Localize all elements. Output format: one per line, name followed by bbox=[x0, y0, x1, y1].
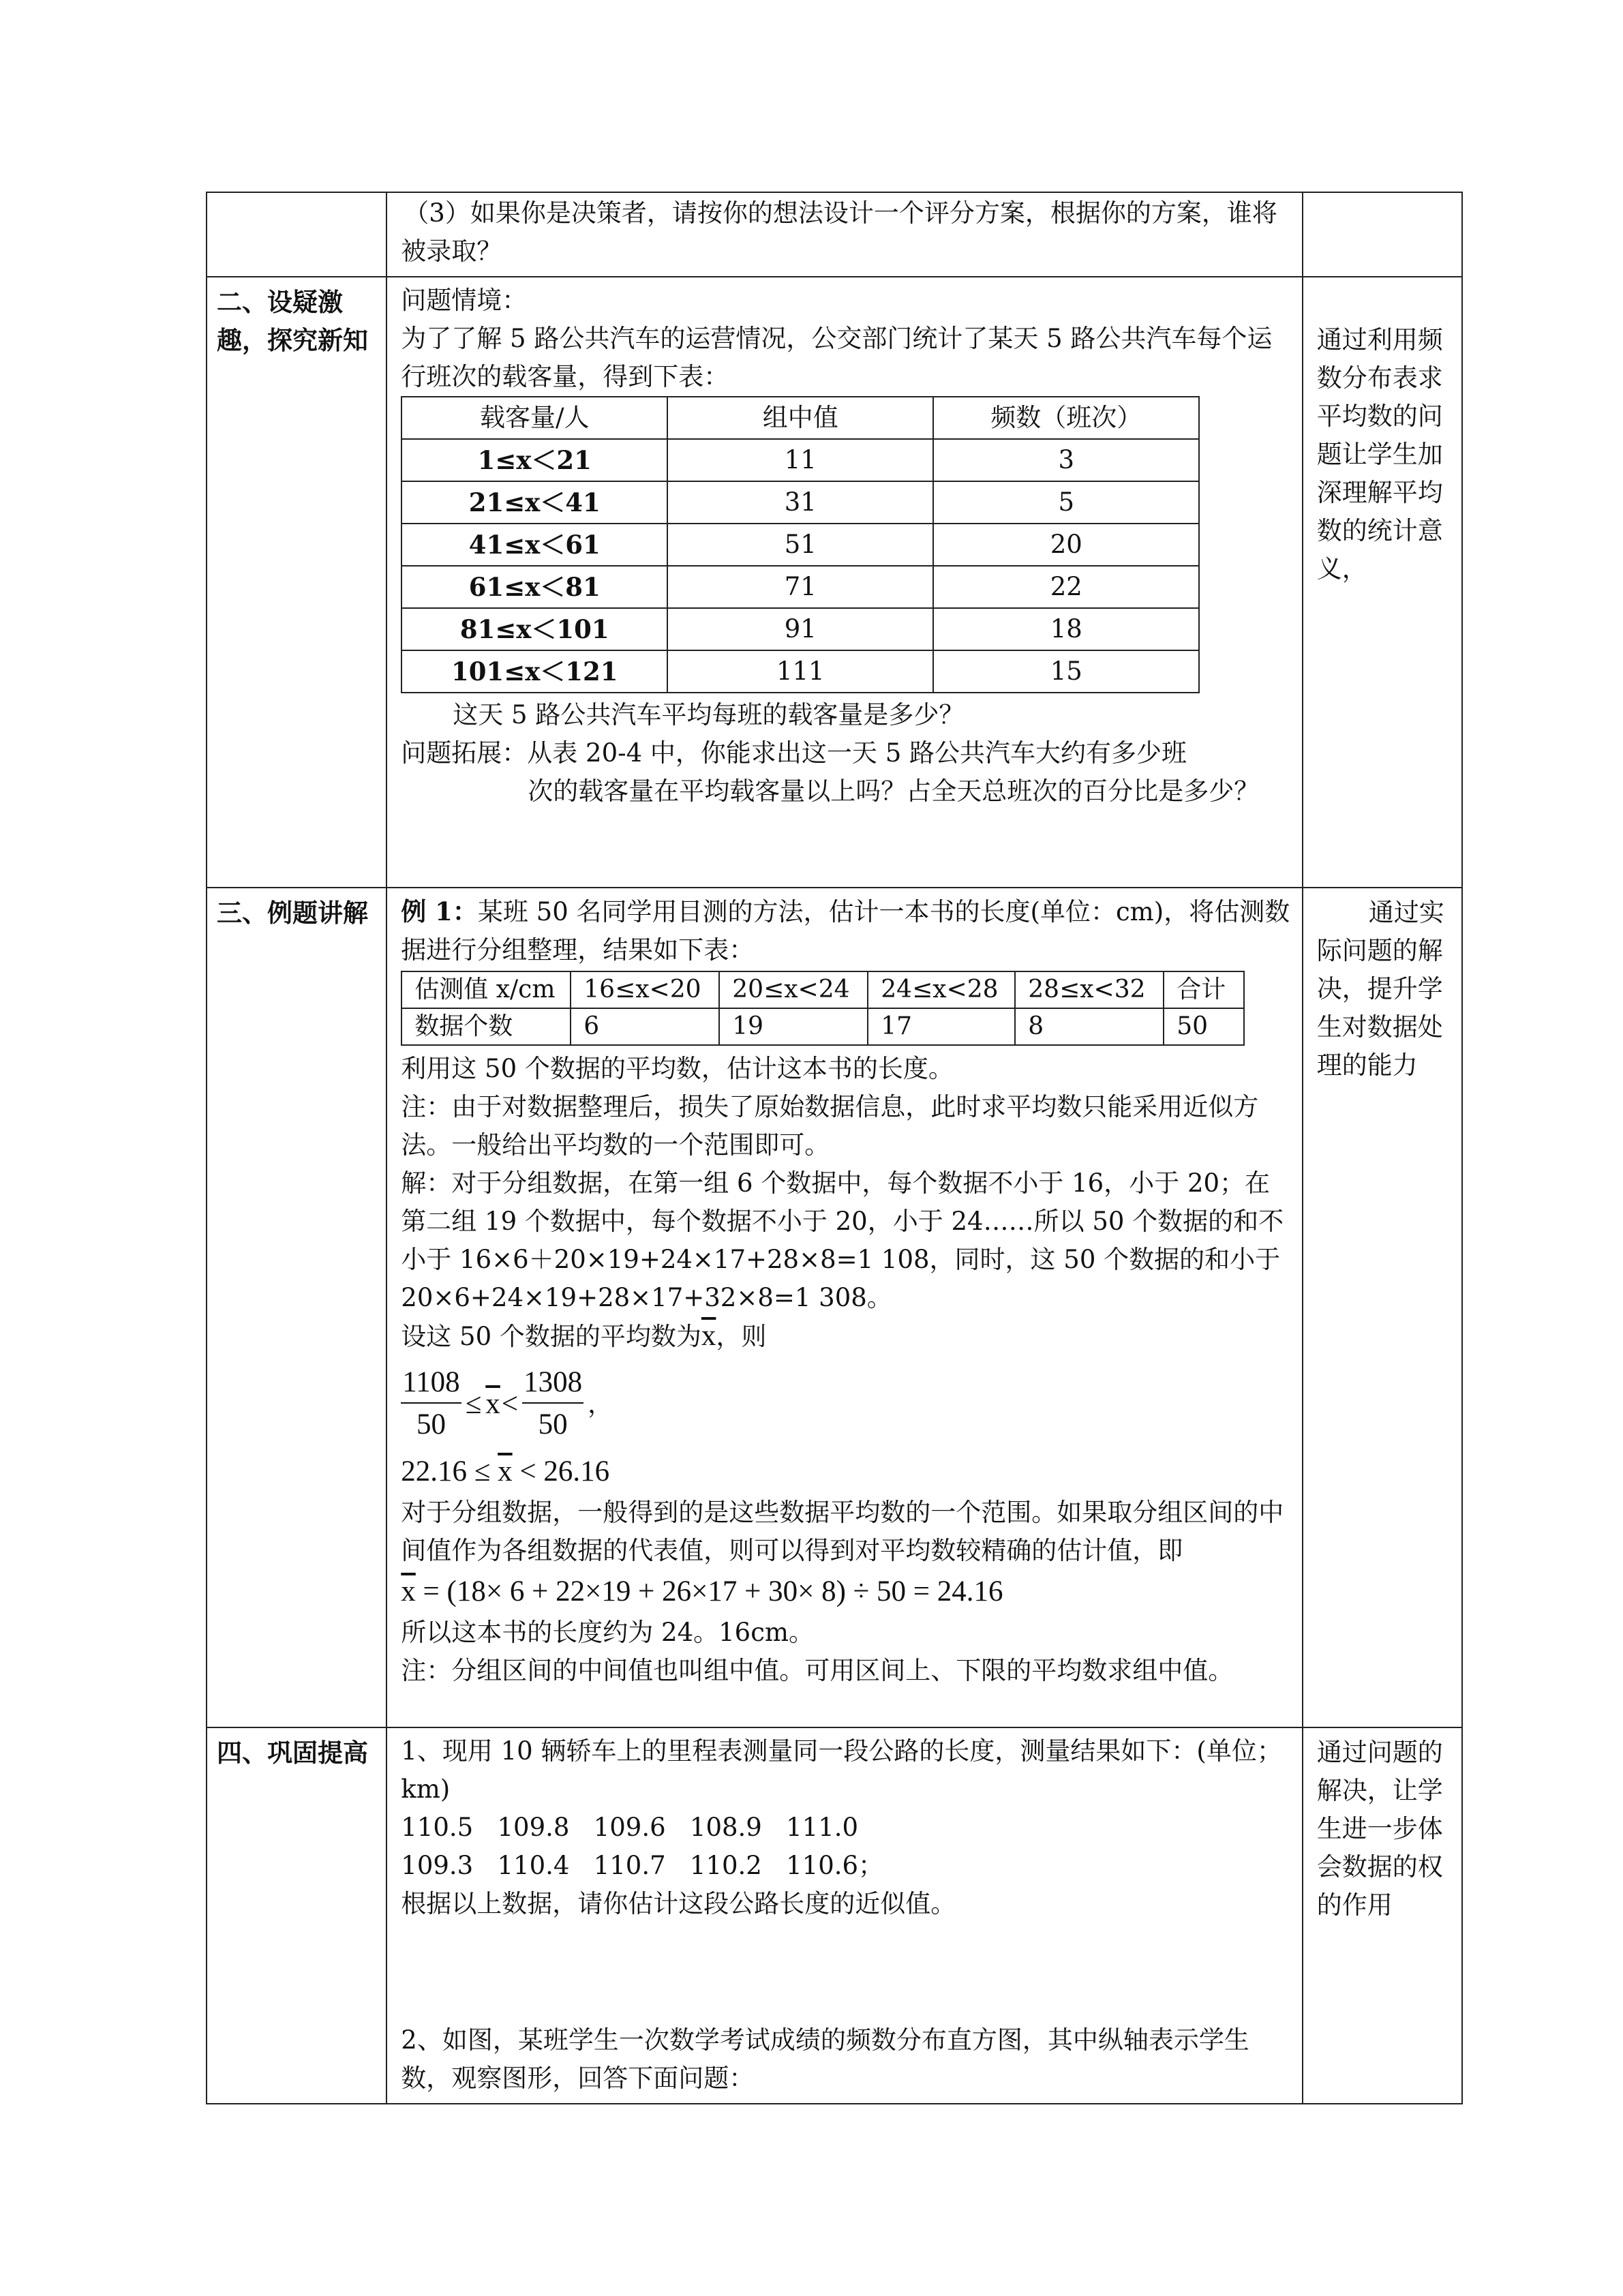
mean-definition-post: ，则 bbox=[716, 1322, 767, 1351]
extension-text: 从表 20-4 中，你能求出这一天 5 路公共汽车大约有多少班 bbox=[527, 738, 1187, 768]
problem-situation-title: 问题情境： bbox=[401, 286, 528, 315]
phase-title: 二、设疑激趣，探究新知 bbox=[217, 287, 368, 355]
header-cell: 16≤x<20 bbox=[571, 971, 719, 1008]
fraction-denominator: 50 bbox=[538, 1408, 568, 1440]
problem-situation-text: 为了了解 5 路公共汽车的运营情况，公交部门统计了某天 5 路公共汽车每个运行班次的载客量，得到下表： bbox=[401, 324, 1273, 391]
exercise-2: 2、如图，某班学生一次数学考试成绩的频数分布直方图，其中纵轴表示学生数，观察图形，回答下面问题： bbox=[401, 2025, 1249, 2093]
header-cell: 20≤x<24 bbox=[719, 971, 868, 1008]
phase-title: 四、巩固提高 bbox=[217, 1738, 368, 1768]
count-cell: 17 bbox=[868, 1008, 1015, 1045]
count-cell: 6 bbox=[571, 1008, 719, 1045]
frequency-cell: 22 bbox=[933, 566, 1199, 608]
lt-symbol: < bbox=[501, 1388, 519, 1420]
conclusion-text: 所以这本书的长度约为 24。16cm。 bbox=[401, 1618, 815, 1647]
estimate-table bbox=[401, 971, 1245, 1046]
header-cell: 合计 bbox=[1164, 971, 1244, 1008]
header-cell: 估测值 x/cm bbox=[401, 971, 571, 1008]
table-header-row bbox=[401, 971, 1244, 1008]
note-cell bbox=[1303, 888, 1462, 1727]
header-cell: 载客量/人 bbox=[401, 397, 667, 439]
range-right: 26.16 bbox=[543, 1455, 610, 1487]
average-question: 这天 5 路公共汽车平均每班的载客量是多少？ bbox=[453, 700, 965, 729]
frequency-cell: 5 bbox=[933, 481, 1199, 524]
exercise-1: 1、现用 10 辆轿车上的里程表测量同一段公路的长度，测量结果如下：(单位；km) bbox=[401, 1736, 1282, 1804]
range-cell: 101≤x＜121 bbox=[401, 650, 667, 693]
mean-definition-pre: 设这 50 个数据的平均数为 bbox=[401, 1322, 701, 1351]
table-row bbox=[207, 1727, 1462, 2104]
measurement-line-2: 109.3 110.4 110.7 110.2 110.6； bbox=[401, 1851, 884, 1880]
content-cell bbox=[386, 277, 1302, 888]
midpoint-cell: 71 bbox=[667, 566, 933, 608]
table-row bbox=[401, 524, 1199, 566]
header-cell: 28≤x<32 bbox=[1015, 971, 1164, 1008]
table-row bbox=[207, 888, 1462, 1727]
formula-body: = (18× 6 + 22×19 + 26×17 + 30× 8) ÷ 50 = 24.16 bbox=[423, 1575, 1003, 1607]
range-cell: 61≤x＜81 bbox=[401, 566, 667, 608]
phase-cell bbox=[207, 1727, 386, 2104]
midpoint-cell: 11 bbox=[667, 439, 933, 481]
count-cell: 19 bbox=[719, 1008, 868, 1045]
note-text: 注：由于对数据整理后，损失了原始数据信息，此时求平均数只能采用近似方法。一般给出平均数的一个范围即可。 bbox=[401, 1092, 1259, 1160]
frequency-cell: 15 bbox=[933, 650, 1199, 693]
midpoint-cell: 111 bbox=[667, 650, 933, 693]
table-row bbox=[401, 650, 1199, 693]
xbar-symbol: $\overline{x}$ bbox=[498, 1455, 513, 1487]
range-left: 22.16 bbox=[401, 1455, 468, 1487]
example-intro bbox=[401, 892, 1293, 969]
extension-continued: 次的载客量在平均载客量以上吗？占全天总班次的百分比是多少？ bbox=[528, 776, 1260, 806]
blank-space bbox=[401, 1923, 1293, 2021]
table-row bbox=[401, 566, 1199, 608]
phase-cell bbox=[207, 888, 386, 1727]
midpoint-cell: 31 bbox=[667, 481, 933, 524]
bus-load-table bbox=[401, 396, 1200, 693]
header-cell: 组中值 bbox=[667, 397, 933, 439]
count-cell: 50 bbox=[1164, 1008, 1244, 1045]
measurement-line-1: 110.5 109.8 109.6 108.9 111.0 bbox=[401, 1813, 859, 1842]
note-cell-empty bbox=[1303, 192, 1462, 277]
count-cell: 数据个数 bbox=[401, 1008, 571, 1045]
fraction-lower bbox=[401, 1363, 461, 1446]
table-header-row bbox=[401, 397, 1199, 439]
frequency-cell: 3 bbox=[933, 439, 1199, 481]
xbar-symbol: $\overline{x}$ bbox=[485, 1388, 500, 1420]
midpoint-cell: 51 bbox=[667, 524, 933, 566]
decision-question: （3）如果你是决策者，请按你的想法设计一个评分方案，根据你的方案，谁将被录取？ bbox=[401, 198, 1277, 266]
range-inequality bbox=[401, 1450, 1293, 1494]
frequency-cell: 20 bbox=[933, 524, 1199, 566]
midpoint-note: 注：分组区间的中间值也叫组中值。可用区间上、下限的平均数求组中值。 bbox=[401, 1656, 1234, 1685]
table-row bbox=[207, 277, 1462, 888]
fraction-denominator: 50 bbox=[416, 1408, 446, 1440]
extension-label: 问题拓展： bbox=[401, 738, 528, 768]
phase-cell-empty bbox=[207, 192, 386, 277]
solution-text: 解：对于分组数据，在第一组 6 个数据中，每个数据不小于 16，小于 20；在第二组 19 个数据中，每个数据不小于 20，小于 24……所以 50 个数据的和不小于 16×6＋20×19+24×17+28×8=1 108，同时，这 50 个数据的和小于 20×6+24×19+28×17+32×8=1 308。 bbox=[401, 1168, 1284, 1312]
example-text: 某班 50 名同学用目测的方法，估计一本书的长度(单位：cm)，将估测数据进行分组整理，结果如下表： bbox=[401, 897, 1290, 965]
teaching-note: 通过实际问题的解决，提升学生对数据处理的能力 bbox=[1316, 898, 1444, 1080]
range-cell: 1≤x＜21 bbox=[401, 439, 667, 481]
header-cell: 频数（班次） bbox=[933, 397, 1199, 439]
table-row bbox=[207, 192, 1462, 277]
leq-symbol: ≤ bbox=[465, 1388, 482, 1420]
xbar-symbol: $\overline{x}$ bbox=[401, 1575, 416, 1607]
table-row bbox=[401, 608, 1199, 650]
grouped-data-text: 对于分组数据，一般得到的是这些数据平均数的一个范围。如果取分组区间的中间值作为各组数据的代表值，则可以得到对平均数较精确的估计值，即 bbox=[401, 1498, 1284, 1565]
mean-formula bbox=[401, 1570, 1293, 1614]
exercise-1-question: 根据以上数据，请你估计这段公路长度的近似值。 bbox=[401, 1889, 956, 1918]
range-cell: 21≤x＜41 bbox=[401, 481, 667, 524]
fraction-upper bbox=[522, 1363, 583, 1446]
content-cell bbox=[386, 192, 1302, 277]
fraction-inequality bbox=[401, 1359, 1293, 1450]
task-text: 利用这 50 个数据的平均数，估计这本书的长度。 bbox=[401, 1054, 954, 1083]
example-label: 例 1： bbox=[401, 896, 478, 926]
range-cell: 41≤x＜61 bbox=[401, 524, 667, 566]
note-cell bbox=[1303, 277, 1462, 888]
fraction-numerator: 1308 bbox=[522, 1363, 583, 1404]
mean-definition bbox=[401, 1317, 1293, 1356]
count-cell: 8 bbox=[1015, 1008, 1164, 1045]
fraction-numerator: 1108 bbox=[401, 1363, 461, 1404]
lesson-plan-table bbox=[206, 192, 1463, 2104]
leq-symbol: ≤ bbox=[474, 1455, 491, 1487]
teaching-note: 通过问题的解决，让学生进一步体会数据的权的作用 bbox=[1316, 1738, 1443, 1920]
frequency-cell: 18 bbox=[933, 608, 1199, 650]
comma: ， bbox=[588, 1389, 613, 1419]
content-cell bbox=[386, 888, 1302, 1727]
midpoint-cell: 91 bbox=[667, 608, 933, 650]
extension-first-line bbox=[401, 734, 1293, 772]
teaching-note: 通过利用频数分布表求平均数的问题让学生加深理解平均数的统计意义， bbox=[1316, 325, 1443, 584]
header-cell: 24≤x<28 bbox=[868, 971, 1015, 1008]
content-cell bbox=[386, 1727, 1302, 2104]
note-cell bbox=[1303, 1727, 1462, 2104]
xbar-symbol: $\overline{x}$ bbox=[701, 1320, 716, 1352]
phase-title: 三、例题讲解 bbox=[217, 898, 368, 928]
table-row bbox=[401, 1008, 1244, 1045]
range-cell: 81≤x＜101 bbox=[401, 608, 667, 650]
table-row bbox=[401, 481, 1199, 524]
phase-cell bbox=[207, 277, 386, 888]
lt-symbol: < bbox=[519, 1455, 536, 1487]
table-row bbox=[401, 439, 1199, 481]
